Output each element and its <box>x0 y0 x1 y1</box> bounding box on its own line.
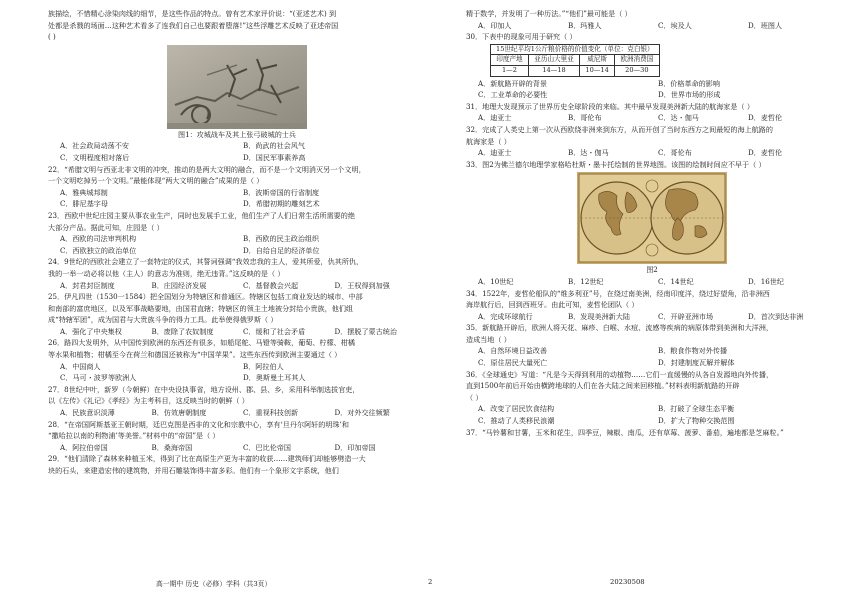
q31-stem: 31．地理大发现预示了世界历史全球阶段的来临。其中最早发现美洲新大陆的航海家是（ ） <box>466 101 754 111</box>
page-number: 2 <box>428 578 433 586</box>
q30-option-a[interactable]: A．新航路开辟的背景 <box>478 78 547 88</box>
price-table-header: 威尼斯 <box>580 55 615 66</box>
q29-stem-cont2: 精于数学，并发明了一种历法。”“他们”最可能是（ ） <box>466 9 632 18</box>
q32-option-b[interactable]: B．达・伽马 <box>568 148 609 158</box>
q33-option-b[interactable]: B．12世纪 <box>568 276 604 286</box>
q22-option-b[interactable]: B．波斯帝国的行省制度 <box>243 187 320 197</box>
q23-stem: 23．西欧中世纪庄园主要从事农业生产，同时也发展手工业，他们生产了人们日常生活所需要的绝 <box>48 210 355 220</box>
q33-option-d[interactable]: D．16世纪 <box>748 276 784 286</box>
left-column <box>48 8 426 477</box>
q32-options <box>466 147 838 159</box>
q35-option-d[interactable]: D．封建制度瓦解并解体 <box>658 358 735 368</box>
q33-option-a[interactable]: A．10世纪 <box>478 276 514 286</box>
q23-option-c[interactable]: C．西欧独立的政治单位 <box>60 245 137 255</box>
q36-option-b[interactable]: B．打破了全球生态平衡 <box>658 404 735 414</box>
q24-option-a[interactable]: A．封君封臣制度 <box>60 280 115 290</box>
q35-stem-cont: 造成当地（ ） <box>466 334 511 344</box>
q29-option-d[interactable]: D．班图人 <box>748 20 783 30</box>
price-table-title: 15世纪平均1公斤粮价格的价值变化（单位：克白银） <box>491 44 660 55</box>
q24-options <box>48 280 426 292</box>
figure2-caption: 图2 <box>646 265 658 275</box>
q29-stem-cont: 块的石头，来建造宏伟的建筑物，并用石雕装饰得丰富多彩。他们有一个象形文字系统，他们 <box>48 466 339 475</box>
q26-options <box>48 361 426 384</box>
q31-option-d[interactable]: D．麦哲伦 <box>748 113 783 123</box>
q31-option-b[interactable]: B．哥伦布 <box>568 113 602 123</box>
q25-stem: 25．伊凡四世（1530一1584）把全国划分为特辖区和普通区。特辖区包括工商业发达的城市、中部 <box>48 292 363 302</box>
q25-option-d[interactable]: D．摆脱了蒙古统治 <box>334 326 397 336</box>
q22-option-a[interactable]: A．雅典城邦制 <box>60 187 108 197</box>
q24-stem: 24．9世纪的西欧社会建立了一套特定的仪式，其誓词强调“我效忠我的主人，爱其所爱，仇其所仇， <box>48 257 364 267</box>
q25-stem-cont2: 成“特辖军团”，成为国君与大贵族斗争的得力工具。此举使得俄罗斯（ ） <box>48 315 278 325</box>
q28-option-c[interactable]: C．巴比伦帝国 <box>243 442 291 452</box>
q21-stem-line2: 处都是杀戮的场面…这种艺术看多了连我们自己也要跟着堕落!”这些浮雕艺术反映了亚述帝国 <box>48 20 339 30</box>
q34-option-c[interactable]: C．开辟亚洲市场 <box>658 311 714 321</box>
q29-option-c[interactable]: C．埃及人 <box>658 20 692 30</box>
q30-options <box>466 78 838 101</box>
q35-option-b[interactable]: B．粮食作物对外传播 <box>658 346 728 356</box>
right-column <box>466 8 838 438</box>
q34-stem: 34．1522年，麦哲伦船队的“维多利亚”号，在绕过南美洲，经南印度洋，绕过好望角，沿非洲西 <box>466 288 770 298</box>
q34-option-a[interactable]: A．完成环球航行 <box>478 311 533 321</box>
q27-option-d[interactable]: D．对外交往频繁 <box>334 408 390 418</box>
q37-stem: 37．“马铃薯和甘薯，玉米和花生，四季豆，辣椒、南瓜，还有草莓、菠萝、番茄，遍地都是芝麻粒。” <box>466 427 784 437</box>
q28-stem: 28．“在帝国阿斯基亚王朝时期，廷巴克图是西非的文化和宗教中心，享有‘旦丹尔阿轩的明珠’和 <box>48 419 349 429</box>
price-table-header: 欧洲消费国 <box>615 55 660 66</box>
q24-option-c[interactable]: C．基督教会兴起 <box>243 280 299 290</box>
q22-stem-cont: 一个文明吃掉另一个文明。”最能体现“两大文明的融合”成果的是（ ） <box>48 176 264 186</box>
q25-options <box>48 326 426 338</box>
q22-options <box>48 187 426 210</box>
q26-option-b[interactable]: B．阿拉伯人 <box>243 361 284 371</box>
q32-option-d[interactable]: D．麦哲伦 <box>748 148 783 158</box>
q27-stem: 27．8世纪中叶，新罗（今朝鲜）在中央设执事省，地方设州、郡、县、乡，采用科举制选拔官吏， <box>48 384 360 394</box>
q33-option-c[interactable]: C．14世纪 <box>658 276 694 286</box>
q33-options <box>466 276 838 288</box>
q30-option-c[interactable]: C．工业革命的必要性 <box>478 90 548 100</box>
q28-option-b[interactable]: B．桑海帝国 <box>151 442 193 452</box>
q26-option-d[interactable]: D．奥斯曼土耳其人 <box>243 373 306 383</box>
q36-option-c[interactable]: C．推动了人类移民浪潮 <box>478 416 555 426</box>
q22-option-c[interactable]: C．腓尼基字母 <box>60 199 108 209</box>
q21-option-a[interactable]: A．社会政局动荡不安 <box>60 141 129 151</box>
q26-option-c[interactable]: C．马可・波罗等欧洲人 <box>60 373 137 383</box>
price-table-cell: 20—30 <box>615 65 660 76</box>
price-table <box>490 44 660 77</box>
price-table-cell: 10—14 <box>580 65 615 76</box>
q35-option-c[interactable]: C．原住居民大量死亡 <box>478 358 548 368</box>
footer-subject: 高一期中 历史（必修）学科（共3页） <box>156 580 272 588</box>
q29-options <box>466 20 838 32</box>
q28-option-a[interactable]: A．阿拉伯帝国 <box>60 442 108 452</box>
q35-options <box>466 345 838 368</box>
q27-stem-cont: 以《左传》《礼记》《孝经》为主考科目，这反映当时的朝鲜（ ） <box>48 396 249 406</box>
price-table-header: 印度产地 <box>491 55 529 66</box>
q22-stem: 22．“希腊文明与西亚北非文明的冲突，推动的是两大文明的融合，而不是一个文明消灭另一个文明， <box>48 164 366 174</box>
q34-options <box>466 311 838 323</box>
q27-option-b[interactable]: B．仿效唐朝制度 <box>151 408 207 418</box>
q32-option-a[interactable]: A．迪亚士 <box>478 148 512 158</box>
q29-option-a[interactable]: A．印加人 <box>478 20 512 30</box>
figure1-caption: 图1：攻城战车及其上张弓破城的士兵 <box>177 129 296 139</box>
q21-option-d[interactable]: D．国民军事素养高 <box>243 152 306 162</box>
q30-option-b[interactable]: B．价格革命的影响 <box>658 78 720 88</box>
q26-option-a[interactable]: A．中国商人 <box>60 361 101 371</box>
q24-option-d[interactable]: D．王权得到加强 <box>334 280 390 290</box>
q31-options <box>466 112 838 124</box>
q21-option-b[interactable]: B．尚武的社会风气 <box>243 141 305 151</box>
q25-stem-cont: 和南部的富庶地区，以及军事战略要地，由国君直辖；特辖区的领主土地被分封给小贵族，他们组 <box>48 303 354 313</box>
q27-options <box>48 407 426 419</box>
q35-option-a[interactable]: A．自然环境日益改善 <box>478 346 547 356</box>
q36-option-d[interactable]: D．扩大了物种交换范围 <box>658 416 735 426</box>
q23-option-a[interactable]: A．西欧的司法审判机构 <box>60 234 137 244</box>
q29-stem: 29．“他们清除了森林来种植玉米，得到了比在高原生产更为丰富的收获……建筑师们却能够劈造一大 <box>48 454 366 464</box>
q34-option-d[interactable]: D．首次到达非洲 <box>748 311 804 321</box>
q28-options <box>48 442 426 454</box>
q27-option-c[interactable]: C．重视科技创新 <box>243 408 299 418</box>
q26-stem: 26．路四大发明外，从中国传到欧洲的东西还有很多，如船尾舵、马镫等骑鞍，葡萄、柠檬、柑橘 <box>48 338 355 348</box>
q29-option-b[interactable]: B．玛雅人 <box>568 20 602 30</box>
q36-stem-cont2: （ ） <box>466 392 483 402</box>
q35-stem: 35．新航路开辟后，欧洲人将天花、麻疹、白喉、水痘、流感等疾病的病原体带到美洲和大洋洲， <box>466 323 773 333</box>
q36-option-a[interactable]: A．改变了居民饮食结构 <box>478 404 555 414</box>
q26-stem-cont: 等水果和植物；柑橘至今在荷兰和德国还被称为“中国苹果”。这些东西传到欧洲主要通过（ ） <box>48 350 342 360</box>
q34-option-b[interactable]: B．发现美洲新大陆 <box>568 311 630 321</box>
q36-options <box>466 403 838 426</box>
q21-option-c[interactable]: C．文明程度相对落后 <box>60 152 130 162</box>
q21-stem-line1: 族描绘，不惜精心涂染肉线的细节，是这些作品的特点。曾有艺术家评价说：“(亚述艺术) 到 <box>48 9 337 18</box>
price-table-header: 亚历山大里亚 <box>528 55 579 66</box>
price-table-cell: 14—18 <box>528 65 579 76</box>
q25-option-b[interactable]: B．废除了农奴制度 <box>151 326 214 336</box>
q36-stem-cont: 直到1500年前后开始由横跨地球的人们在各大陆之间来回移植。”材料表明新航路的开辟 <box>466 381 740 391</box>
q32-option-c[interactable]: C．哥伦布 <box>658 148 692 158</box>
q23-options <box>48 233 426 256</box>
q27-option-a[interactable]: A．民族意识淡薄 <box>60 408 115 418</box>
q23-option-d[interactable]: D．自给自足的经济单位 <box>243 245 320 255</box>
q32-stem: 32．完成了人类史上第一次从西欧绕非洲来到东方，从而开创了当时东西方之间最短的海上航路的 <box>466 124 773 134</box>
assyrian-relief-figure <box>167 45 307 129</box>
price-table-cell: 1—2 <box>491 65 529 76</box>
q22-option-d[interactable]: D．希腊初期的雕刻艺术 <box>243 199 320 209</box>
q23-option-b[interactable]: B．西欧的民主政治组织 <box>243 234 320 244</box>
q33-stem: 33．图2为佛兰德尔地理学家格哈杜斯・墨卡托绘制的世界地图。该图的绘制时间应不早于（ ） <box>466 159 766 169</box>
q31-option-a[interactable]: A．迪亚士 <box>478 113 512 123</box>
q32-stem-cont: 航海家是（ ） <box>466 136 511 146</box>
q21-options <box>48 140 426 163</box>
q30-stem: 30．下表中的现象可用于研究（ ） <box>466 32 577 42</box>
q36-stem: 36．《全球通史》写道：“凡是今天得到利用的动植物……它们一直缓慢的从各自发源地向外传播， <box>466 369 774 379</box>
q31-option-c[interactable]: C．达・伽马 <box>658 113 699 123</box>
q25-option-a[interactable]: A．强化了中央集权 <box>60 326 122 336</box>
q21-stem-line3: ( ) <box>48 32 56 42</box>
q30-option-d[interactable]: D．世界市场的形成 <box>658 90 721 100</box>
q25-option-c[interactable]: C．缓和了社会矛盾 <box>243 326 306 336</box>
q28-option-d[interactable]: D．印加帝国 <box>334 442 376 452</box>
q28-stem-cont: “撒哈拉以南的利物浦’等美誉。”材料中的“帝国”是（ ） <box>48 431 220 441</box>
q24-stem-cont: 我的一举一动必将以他（主人）的意志为准则，绝无违背。”这反映的是（ ） <box>48 268 285 278</box>
mercator-world-map-figure <box>577 172 727 264</box>
footer-date-code: 20230508 <box>610 578 645 586</box>
q23-stem-cont: 大部分产品。据此可知，庄园是（ ） <box>48 222 164 232</box>
q24-option-b[interactable]: B．庄园经济发展 <box>151 280 207 290</box>
q34-stem-cont: 海岸航行后，回到西班牙。由此可知，麦哲伦团队（ ） <box>466 300 639 310</box>
